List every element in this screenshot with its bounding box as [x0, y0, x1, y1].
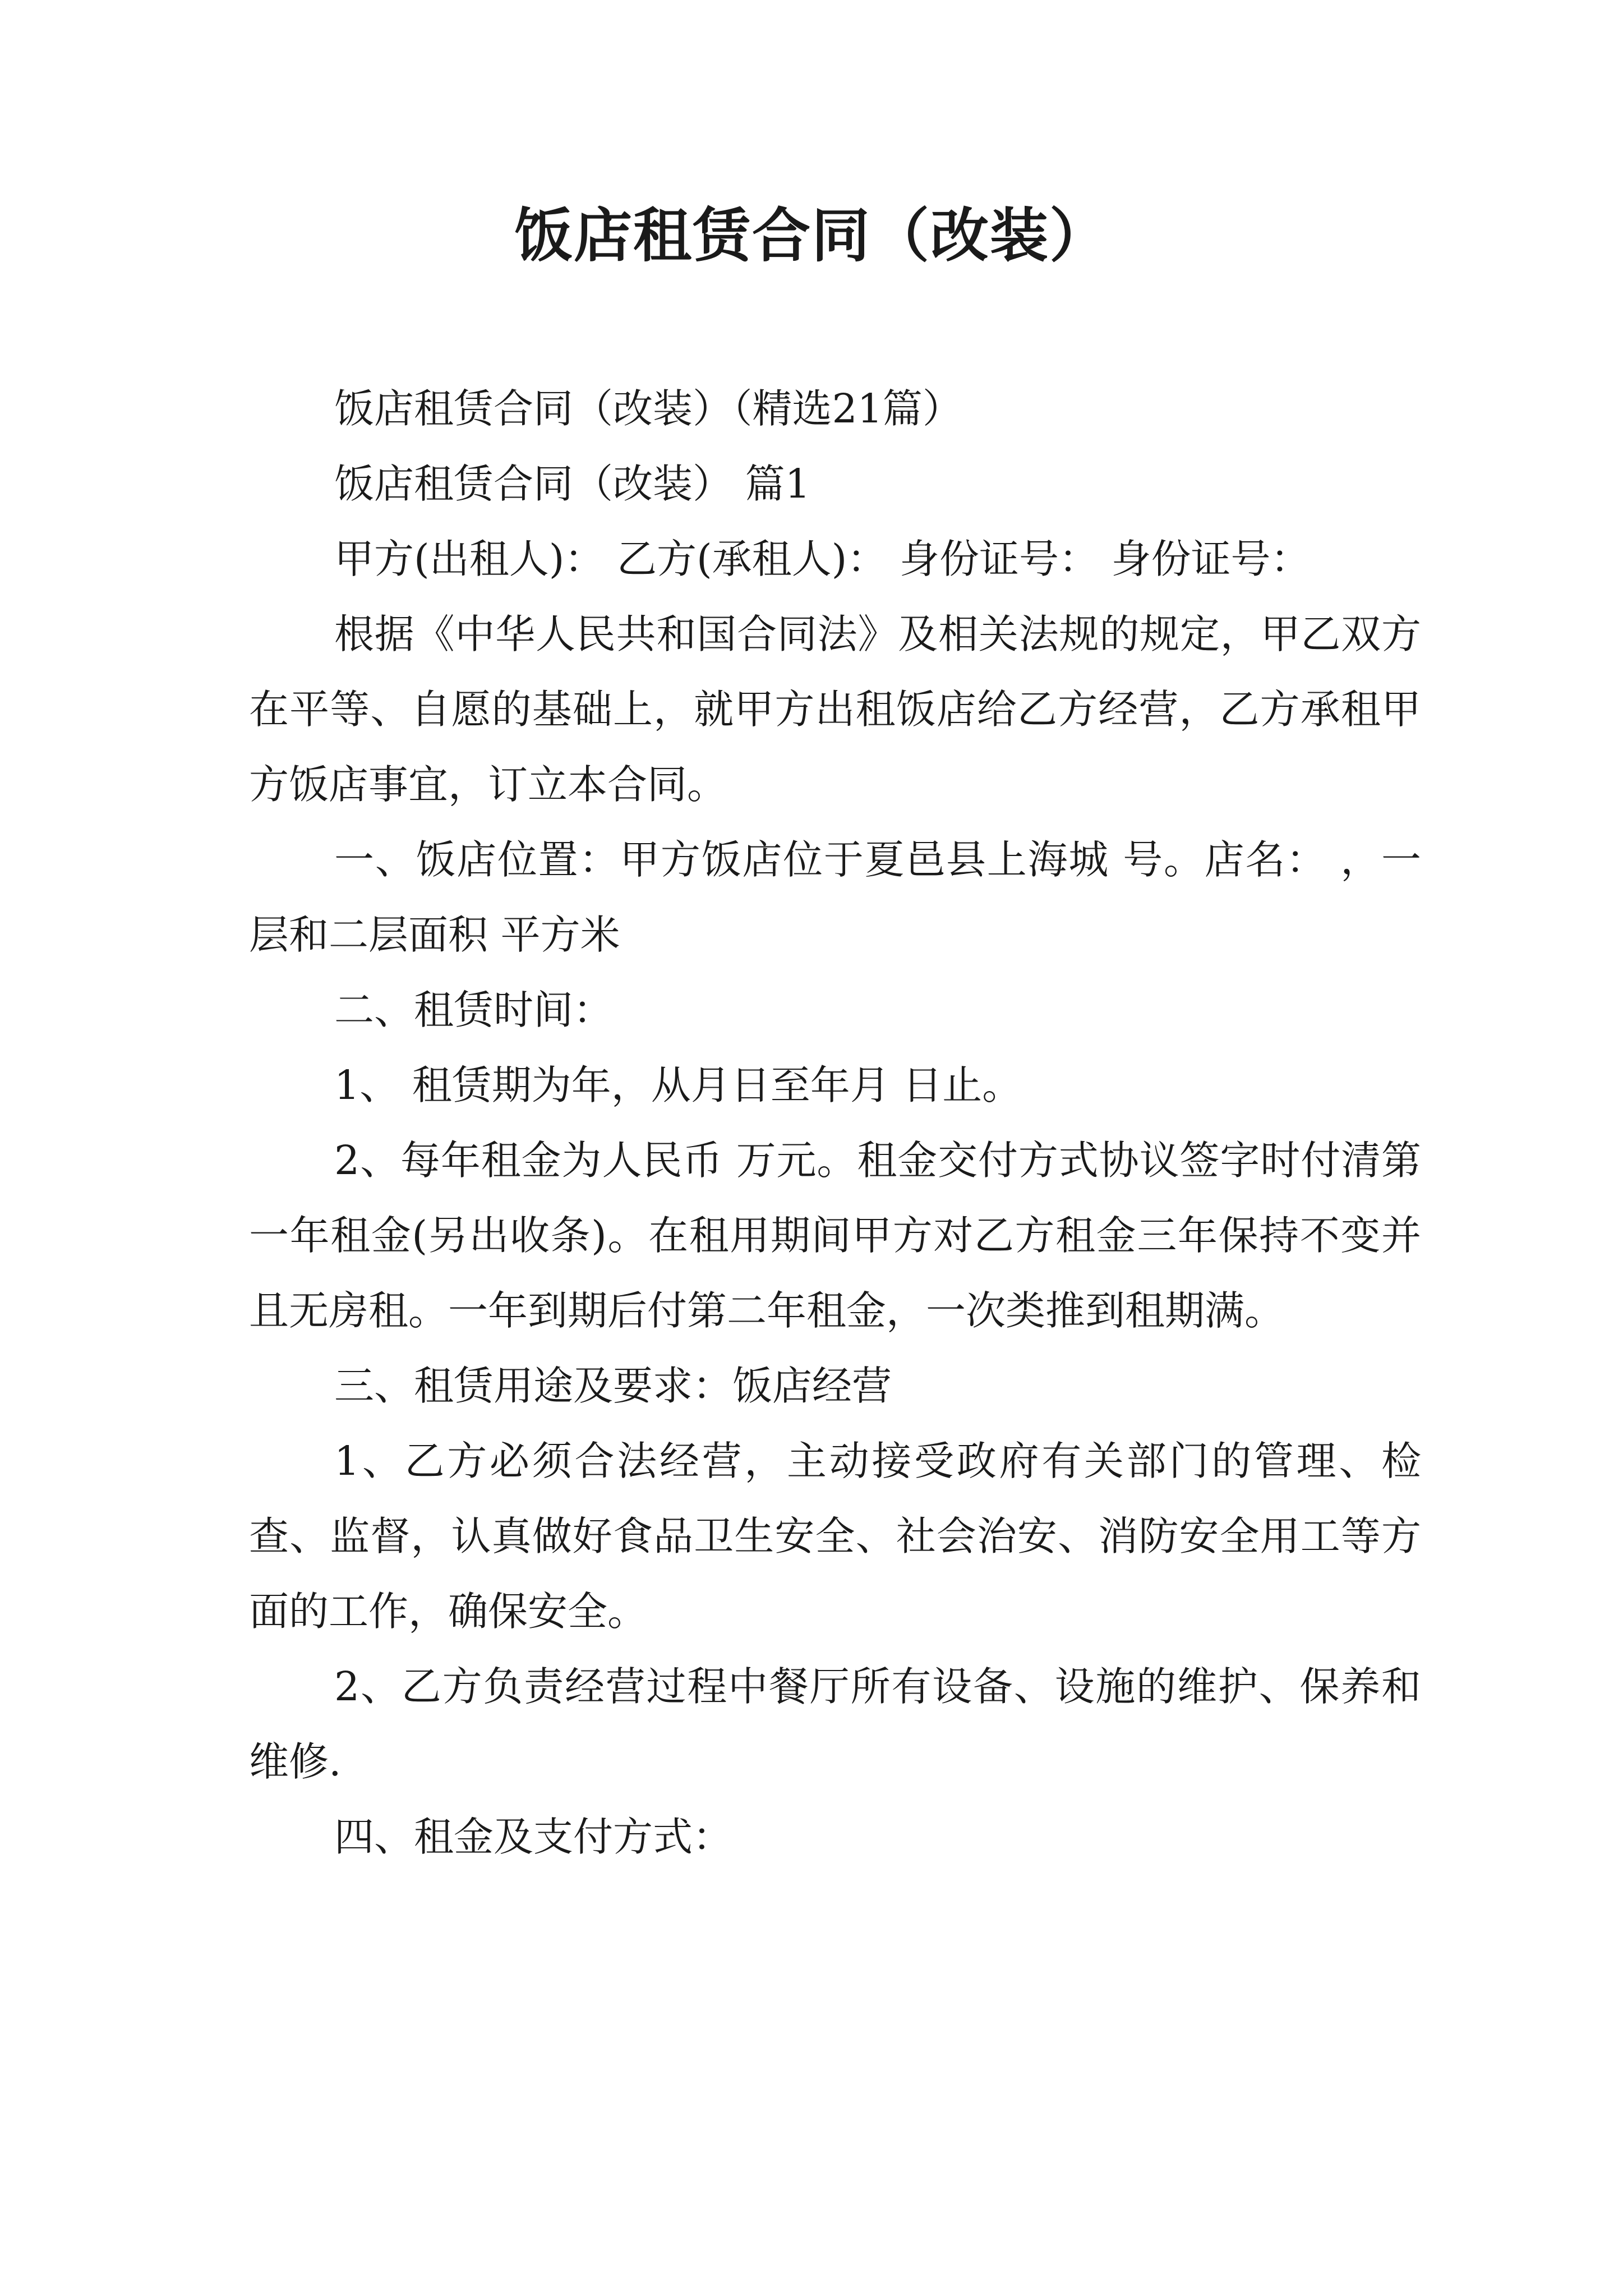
paragraph-preamble: 根据《中华人民共和国合同法》及相关法规的规定，甲乙双方在平等、自愿的基础上，就甲方出租饭店给乙方经营，乙方承租甲方饭店事宜，订立本合同。 — [249, 611, 1421, 808]
paragraph-clause-2-heading: 二、租赁时间： — [334, 987, 614, 1033]
paragraph-clause-2-item-1: 1、 租赁期为年，从月日至年月 日止。 — [334, 1062, 1022, 1108]
paragraph-section-heading: 饭店租赁合同（改装） 篇1 — [334, 461, 810, 507]
paragraph-parties: 甲方(出租人)： 乙方(承租人)： 身份证号： 身份证号： — [334, 536, 1311, 582]
paragraph-clause-3-item-2: 2、乙方负责经营过程中餐厅所有设备、设施的维护、保养和维修. — [249, 1663, 1421, 1785]
paragraph-clause-4-heading: 四、租金及支付方式： — [334, 1814, 733, 1860]
paragraph-clause-2-item-2: 2、每年租金为人民币 万元。租金交付方式协议签字时付清第一年租金(另出收条)。在租用期间甲方对乙方租金三年保持不变并且无房租。一年到期后付第二年租金，一次类推到租期满。 — [249, 1137, 1421, 1334]
paragraph-clause-1-location: 一、饭店位置：甲方饭店位于夏邑县上海城 号。店名： ，一层和二层面积 平方米 — [249, 836, 1421, 958]
paragraph-clause-3-heading: 三、租赁用途及要求：饭店经营 — [334, 1363, 892, 1409]
document-body — [249, 371, 1421, 1875]
document-title: 饭店租赁合同（改装） — [514, 201, 1109, 270]
paragraph-subtitle: 饭店租赁合同（改装）（精选21篇） — [334, 385, 962, 432]
paragraph-clause-3-item-1: 1、乙方必须合法经营，主动接受政府有关部门的管理、检查、监督，认真做好食品卫生安全、社会治安、消防安全用工等方面的工作，确保安全。 — [249, 1438, 1421, 1635]
